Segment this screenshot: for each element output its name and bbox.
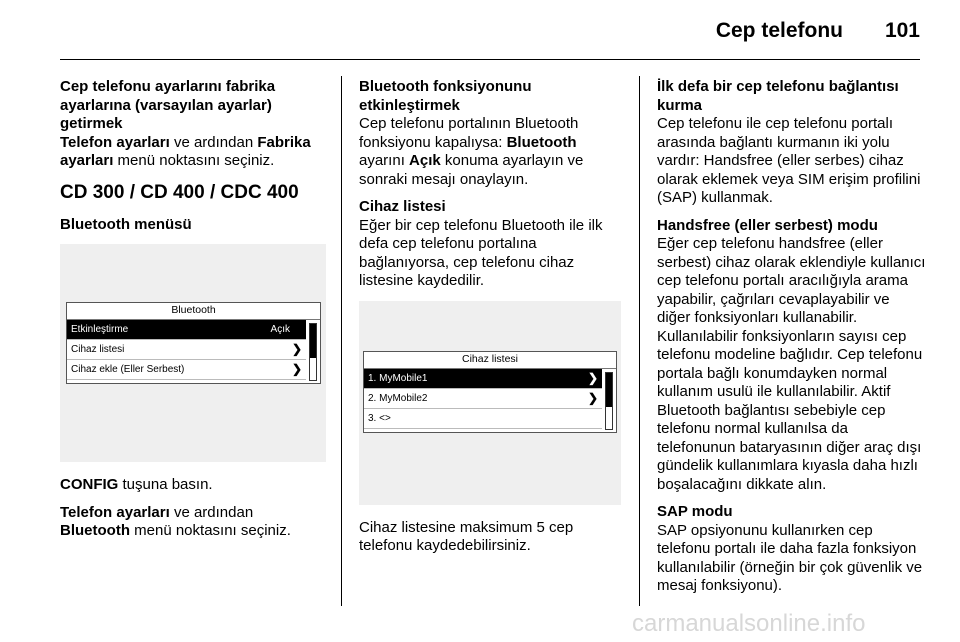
bluetooth-menu-figure bbox=[60, 244, 326, 462]
menu-row-device-list bbox=[67, 340, 306, 360]
device-list-figure bbox=[359, 301, 621, 505]
page-header bbox=[60, 0, 920, 60]
paragraph-config bbox=[60, 476, 326, 495]
menu-row-label: Cihaz ekle (Eller Serbest) bbox=[71, 364, 185, 375]
paragraph-handsfree: Eğer cep telefonu handsfree (eller serbest) cihaz olarak eklendiyle kullanıcı cep telefonu portalı aracılığıyla arama yapabilir, çağrıları cevaplayabilir ve diğer fonksiyonları kullanabilir. Kullanılabilir fonksiyonların sayısı cep telefonu modeline bağlıdır. Cep telefonu portala bağlı konumdayken normal kullanım usulü ile kullanılabilir. Aktif Bluetooth bağlantısı sebebiyle cep telefonu normal kullanılsa da telefonunun bataryasının diğer araç dışı gündelik kullanımlara kıyasla daha hızlı boşalacağını dikkate alın. bbox=[657, 235, 926, 493]
menu-row-value: Açık bbox=[270, 324, 290, 335]
section-heading-first-connection: İlk defa bir cep telefonu bağlantısı kurma bbox=[657, 78, 899, 114]
text-run: tuşuna basın. bbox=[118, 476, 213, 493]
screen-title: Bluetooth bbox=[67, 303, 320, 320]
text-run: Cep telefonu portalının Bluetooth fonksiyonu kapalıysa: bbox=[359, 115, 579, 151]
bold-term: Fabrika ayarları bbox=[60, 133, 311, 169]
header-title: Cep telefonu bbox=[715, 19, 843, 42]
subheading-bluetooth-menu: Bluetooth menüsü bbox=[60, 215, 192, 233]
paragraph-factory-reset bbox=[60, 134, 326, 171]
page-number: 101 bbox=[884, 19, 920, 42]
bold-term: Bluetooth bbox=[506, 133, 577, 151]
bold-term: CONFIG bbox=[60, 476, 119, 493]
column-2 bbox=[359, 78, 625, 556]
menu-row-label: Etkinleştirme bbox=[71, 324, 129, 335]
scrollbar bbox=[605, 372, 613, 430]
header-rule bbox=[60, 59, 920, 60]
section-heading-handsfree: Handsfree (eller serbest) modu bbox=[657, 216, 878, 234]
bold-term: Telefon ayarları bbox=[60, 503, 170, 521]
chevron-right-icon: ❯ bbox=[291, 342, 302, 356]
bold-term: Bluetooth bbox=[60, 522, 130, 539]
text-run: ve ardından bbox=[169, 133, 258, 151]
menu-row-activation bbox=[67, 320, 306, 340]
text-run: ayarını bbox=[359, 152, 410, 169]
menu-row-add-device bbox=[67, 360, 306, 380]
paragraph-device-list: Eğer bir cep telefonu Bluetooth ile ilk defa cep telefonu portalına bağlanıyorsa, cep telefonu cihaz listesine kaydedilir. bbox=[359, 216, 603, 289]
bold-term: Açık bbox=[409, 152, 441, 169]
paragraph-select-bluetooth bbox=[60, 504, 326, 541]
scrollbar bbox=[309, 323, 317, 381]
column-3 bbox=[657, 78, 927, 596]
model-heading: CD 300 / CD 400 / CDC 400 bbox=[60, 181, 299, 203]
chevron-right-icon: ❯ bbox=[587, 390, 598, 405]
paragraph-enable-bluetooth bbox=[359, 115, 625, 189]
section-heading-sap: SAP modu bbox=[657, 503, 733, 520]
paragraph-sap: SAP opsiyonunu kullanırken cep telefonu portalı ile daha fazla fonksiyon kullanılabilir (örneğin bir çok güvenlik ve mesaj fonksiyonu). bbox=[657, 521, 923, 594]
device-row-label: 2. MyMobile2 bbox=[368, 392, 428, 404]
column-1 bbox=[60, 78, 326, 541]
column-divider-2 bbox=[639, 76, 640, 606]
device-row-1 bbox=[364, 369, 602, 389]
text-run: ve ardından bbox=[169, 503, 254, 521]
menu-row-label: Cihaz listesi bbox=[71, 344, 125, 355]
device-row-label: 3. <> bbox=[368, 412, 391, 424]
device-list-screen bbox=[363, 351, 617, 433]
text-run: menü noktasını seçiniz. bbox=[113, 152, 275, 169]
column-divider-1 bbox=[341, 76, 342, 606]
section-heading-device-list: Cihaz listesi bbox=[359, 198, 446, 215]
paragraph-first-connection: Cep telefonu ile cep telefonu portalı arasında bağlantı kurmanın iki yolu vardır: Handsfree (eller serbes) cihaz olarak eklemek veya SIM erişim profilini (SAP) kullanmak. bbox=[657, 115, 921, 206]
device-row-label: 1. MyMobile1 bbox=[368, 372, 428, 384]
screen-title: Cihaz listesi bbox=[364, 352, 616, 369]
text-run: konuma ayarlayın ve sonraki mesajı onaylayın. bbox=[359, 152, 584, 188]
text-run: menü noktasını seçiniz. bbox=[129, 522, 291, 539]
chevron-right-icon: ❯ bbox=[291, 362, 302, 376]
section-heading-enable-bluetooth: Bluetooth fonksiyonunu etkinleştirmek bbox=[359, 78, 532, 114]
section-heading-factory-reset: Cep telefonu ayarlarını fabrika ayarlarına (varsayılan ayarlar) getirmek bbox=[60, 78, 276, 132]
chevron-right-icon: ❯ bbox=[587, 370, 598, 385]
watermark: carmanualsonline.info bbox=[632, 610, 866, 637]
paragraph-max-devices: Cihaz listesine maksimum 5 cep telefonu kaydedebilirsiniz. bbox=[359, 518, 574, 554]
device-row-2 bbox=[364, 389, 602, 409]
bold-term: Telefon ayarları bbox=[60, 133, 170, 151]
scrollbar-thumb bbox=[606, 373, 612, 407]
scrollbar-thumb bbox=[310, 324, 316, 358]
device-row-3 bbox=[364, 409, 602, 429]
bluetooth-menu-screen bbox=[66, 302, 321, 384]
